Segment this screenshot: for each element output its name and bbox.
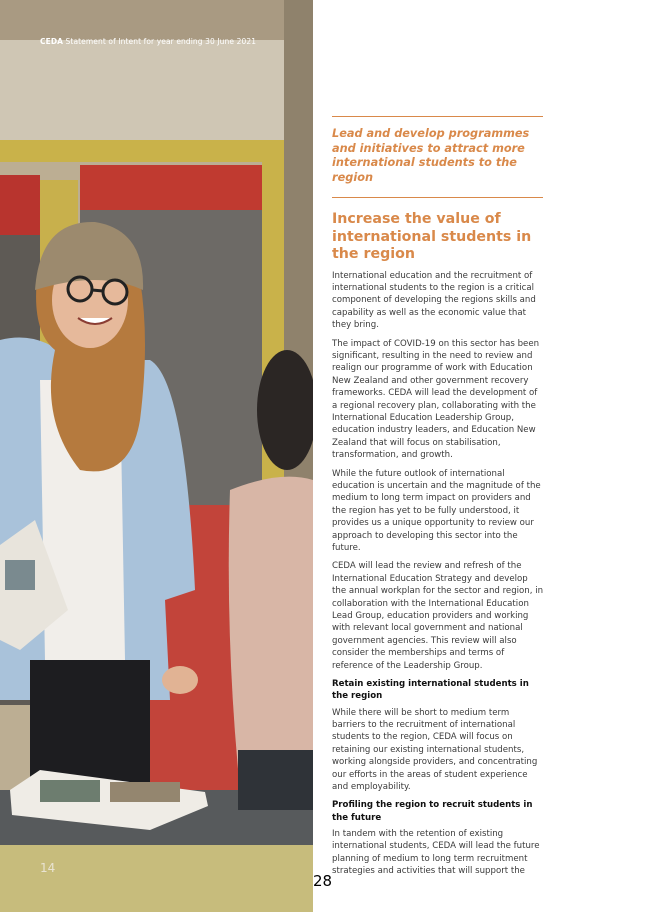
callout-quote: Lead and develop programmes and initiatives to attract more international students to the region (332, 127, 530, 184)
header-subtitle: Statement of Intent for year ending 30 June 2021 (65, 37, 257, 46)
subsection-heading: Profiling the region to recruit students in the future (332, 800, 533, 823)
document-header (40, 37, 256, 46)
paragraph: International education and the recruitment of international students to the region is a critical component of developing the regions skills and capability as well as the economic value that they bring. (332, 270, 536, 331)
paragraph: CEDA will lead the review and refresh of the International Education Strategy and develop the annual workplan for the sector and region, in collaboration with the International Education Lead Group, education providers and working with relevant local government and national government agencies. This review will also consider the memberships and terms of reference of the Leadership Group. (332, 561, 544, 671)
divider-top (332, 116, 543, 117)
subsection-text: While there will be short to medium term barriers to the recruitment of international students to the region, CEDA will focus on retaining our existing international students, working alongside providers, and concentrating our efforts in the areas of student experience and employability. (332, 707, 538, 792)
paragraph: While the future outlook of international education is uncertain and the magnitude of the medium to long term impact on providers and the region has yet to be fully understood, it provides us a unique opportunity to review our approach to developing this sector into the future. (332, 468, 541, 554)
cover-photo (0, 0, 313, 912)
paragraph: The impact of COVID-19 on this sector has been significant, resulting in the need to review and realign our programme of work with Education New Zealand and other government recovery frameworks. CEDA will lead the development of a regional recovery plan, collaborating with the International Education Leadership Group, education industry leaders, and Education New Zealand that will focus on stabilisation, transformation, and growth. (332, 338, 540, 461)
printed-page-number: 14 (40, 861, 56, 875)
text-column (332, 116, 544, 883)
divider-bottom (332, 197, 543, 198)
document-page-number: 28 (313, 872, 333, 890)
subsection-heading: Retain existing international students in the region (332, 679, 529, 702)
photo-illustration (0, 0, 313, 912)
subsection-text: In tandem with the retention of existing international students, CEDA will lead the future planning of medium to long term recruitment strategies and activities that will support the (332, 828, 540, 876)
section-title: Increase the value of international students in the region (332, 211, 532, 262)
header-org: CEDA (40, 37, 64, 46)
